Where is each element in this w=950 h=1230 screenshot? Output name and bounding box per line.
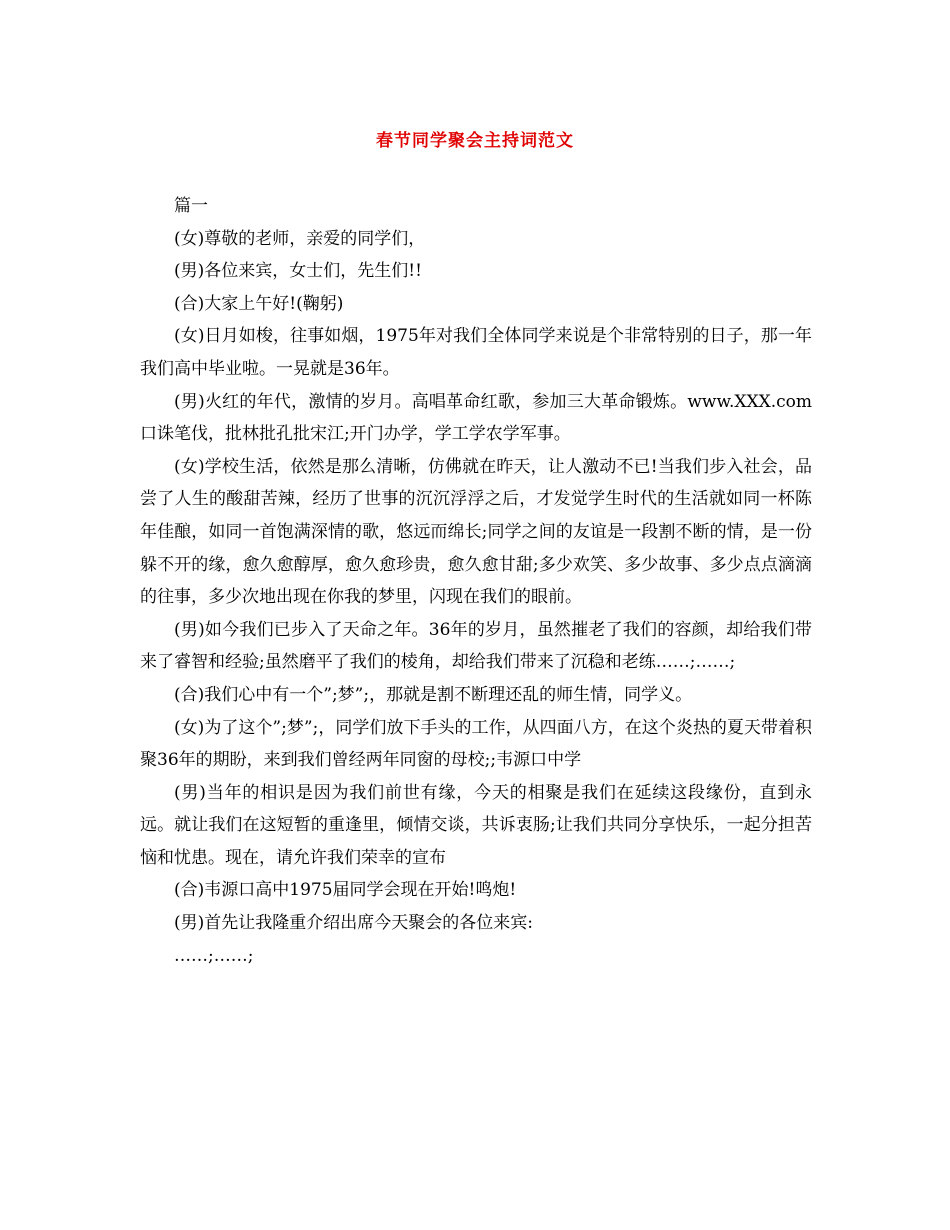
- paragraph: (女)为了这个”;梦”;，同学们放下手头的工作，从四面八方，在这个炎热的夏天带着积聚36年的期盼，来到我们曾经两年同窗的母校;;韦源口中学: [140, 717, 812, 771]
- section-label: 篇一: [174, 196, 208, 216]
- paragraph: ……;……;: [174, 945, 254, 966]
- document-title: 春节同学聚会主持词范文: [376, 131, 574, 151]
- paragraph: (女)日月如梭，往事如烟，1975年对我们全体同学来说是个非常特别的日子，那一年我们高中毕业啦。一晃就是36年。: [140, 326, 812, 379]
- paragraph: (合)大家上午好!(鞠躬): [174, 293, 344, 314]
- paragraph: (男)火红的年代，激情的岁月。高唱革命红歌，参加三大革命锻炼。www.XXX.com口诛笔伐，批林批孔批宋江;开门办学，学工学农学军事。: [140, 391, 812, 445]
- paragraph: (男)如今我们已步入了天命之年。36年的岁月，虽然摧老了我们的容颜，却给我们带来了睿智和经验;虽然磨平了我们的棱角，却给我们带来了沉稳和老练……;……;: [140, 619, 812, 673]
- paragraph: (男)各位来宾，女士们，先生们!!: [174, 261, 422, 282]
- paragraph: (女)尊敬的老师，亲爱的同学们，: [174, 228, 426, 249]
- document-body: [140, 190, 812, 972]
- paragraph: (男)当年的相识是因为我们前世有缘，今天的相聚是我们在延续这段缘份，直到永远。就让我们在这短暂的重逢里，倾情交谈，共诉衷肠;让我们共同分享快乐，一起分担苦恼和忧患。现在，请允许我们荣幸的宣布: [140, 782, 812, 868]
- paragraph: (合)我们心中有一个”;梦”;，那就是割不断理还乱的师生情，同学义。: [174, 684, 693, 705]
- paragraph: (男)首先让我隆重介绍出席今天聚会的各位来宾:: [174, 913, 533, 934]
- paragraph: (女)学校生活，依然是那么清晰，仿佛就在昨天，让人激动不已!当我们步入社会，品尝了人生的酸甜苦辣，经历了世事的沉沉浮浮之后，才发觉学生时代的生活就如同一杯陈年佳酿，如同一首饱满深情的歌，悠远而绵长;同学之间的友谊是一段割不断的情，是一份躲不开的缘，愈久愈醇厚，愈久愈珍贵，愈久愈甘甜;多少欢笑、多少故事、多少点点滴滴的往事，多少次地出现在你我的梦里，闪现在我们的眼前。: [140, 456, 812, 608]
- paragraph: (合)韦源口高中1975届同学会现在开始!鸣炮!: [174, 880, 517, 901]
